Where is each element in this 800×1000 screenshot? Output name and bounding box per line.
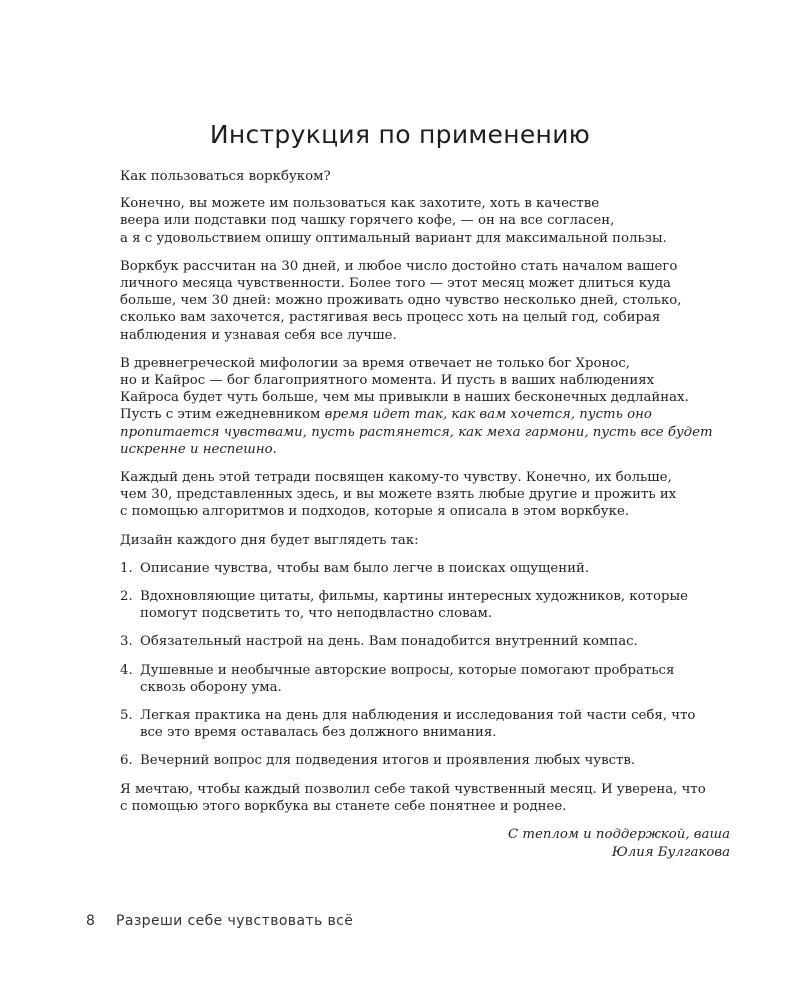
list-item-number: 5. bbox=[120, 708, 133, 724]
paragraph-3 bbox=[120, 355, 730, 458]
list-item-text: сквозь оборону ума. bbox=[140, 679, 282, 695]
paragraph-4-line: чем 30, представленных здесь, и вы можете взять любые другие и прожить их bbox=[120, 487, 677, 503]
paragraph-3-line: но и Кайрос — бог благоприятного момента. И пусть в ваших наблюдениях bbox=[120, 373, 655, 389]
paragraph-2-line: личного месяца чувственности. Более того — этот месяц может длиться куда bbox=[120, 276, 671, 292]
list-item bbox=[120, 633, 730, 650]
list-item bbox=[120, 662, 730, 696]
paragraph-2-line: наблюдения и узнавая себя все лучше. bbox=[120, 327, 397, 343]
paragraph-3-italic: пропитается чувствами, пусть растянется, как меха гармони, пусть все будет bbox=[120, 424, 713, 440]
paragraph-2 bbox=[120, 258, 730, 344]
closing-line: Я мечтаю, чтобы каждый позволил себе такой чувственный месяц. И уверена, что bbox=[120, 781, 706, 797]
list-item bbox=[120, 707, 730, 741]
paragraph-1-line: Конечно, вы можете им пользоваться как захотите, хоть в качестве bbox=[120, 196, 600, 212]
list-item bbox=[120, 560, 730, 577]
design-list bbox=[120, 560, 730, 770]
list-item-text: Душевные и необычные авторские вопросы, которые помогают пробраться bbox=[140, 662, 675, 678]
paragraph-2-line: Воркбук рассчитан на 30 дней, и любое число достойно стать началом вашего bbox=[120, 258, 678, 274]
book-title: Разреши себе чувствовать всё bbox=[116, 913, 354, 929]
list-item-text: Описание чувства, чтобы вам было легче в поисках ощущений. bbox=[140, 560, 590, 576]
list-item bbox=[120, 752, 730, 769]
paragraph-1-line: а я с удовольствием опишу оптимальный вариант для максимальной пользы. bbox=[120, 230, 667, 246]
page-title: Инструкция по применению bbox=[209, 120, 591, 149]
page-body bbox=[120, 168, 730, 861]
paragraph-2-line: сколько вам захочется, растягивая весь процесс хоть на целый год, собирая bbox=[120, 310, 661, 326]
signature-author: Юлия Булгакова bbox=[611, 844, 730, 860]
list-item-number: 3. bbox=[120, 634, 133, 650]
list-item-text: Обязательный настрой на день. Вам понадобится внутренний компас. bbox=[140, 634, 638, 650]
paragraph-4-line: с помощью алгоритмов и подходов, которые я описала в этом воркбуке. bbox=[120, 504, 630, 520]
paragraph-3-line: В древнегреческой мифологии за время отвечает не только бог Хронос, bbox=[120, 355, 631, 371]
list-item-text: помогут подсветить то, что неподвластно словам. bbox=[140, 606, 493, 622]
paragraph-4 bbox=[120, 469, 730, 521]
list-item-text: все это время оставалась без должного внимания. bbox=[140, 725, 497, 741]
list-item-number: 6. bbox=[120, 753, 133, 769]
closing-paragraph bbox=[120, 781, 730, 815]
list-item bbox=[120, 588, 730, 622]
page-footer bbox=[86, 913, 353, 929]
paragraph-3-italic: искренне и неспешно. bbox=[120, 441, 277, 457]
list-item-number: 2. bbox=[120, 589, 133, 605]
paragraph-2-line: больше, чем 30 дней: можно проживать одно чувство несколько дней, столько, bbox=[120, 293, 682, 309]
page-number: 8 bbox=[86, 913, 95, 929]
design-intro: Дизайн каждого дня будет выглядеть так: bbox=[120, 532, 419, 548]
closing-line: с помощью этого воркбука вы станете себе понятнее и роднее. bbox=[120, 798, 567, 814]
paragraph-3-line: Кайроса будет чуть больше, чем мы привыкли в наших бесконечных дедлайнах. bbox=[120, 390, 689, 406]
intro-question: Как пользоваться воркбуком? bbox=[120, 169, 331, 184]
paragraph-1 bbox=[120, 195, 730, 247]
list-item-number: 4. bbox=[120, 662, 133, 678]
list-item-text: Легкая практика на день для наблюдения и исследования той части себя, что bbox=[140, 708, 696, 724]
list-item-text: Вдохновляющие цитаты, фильмы, картины интересных художников, которые bbox=[140, 589, 688, 605]
signature bbox=[120, 826, 730, 861]
list-item-text: Вечерний вопрос для подведения итогов и проявления любых чувств. bbox=[140, 753, 636, 769]
signature-greeting: С теплом и поддержкой, ваша bbox=[507, 827, 730, 843]
paragraph-1-line: веера или подставки под чашку горячего кофе, — он на все согласен, bbox=[120, 213, 615, 229]
list-item-number: 1. bbox=[120, 560, 133, 576]
paragraph-4-line: Каждый день этой тетради посвящен какому-то чувству. Конечно, их больше, bbox=[120, 470, 672, 486]
paragraph-3-italic: время идет так, как вам хочется, пусть оно bbox=[324, 407, 652, 423]
paragraph-3-plain: Пусть с этим ежедневником bbox=[120, 407, 325, 423]
